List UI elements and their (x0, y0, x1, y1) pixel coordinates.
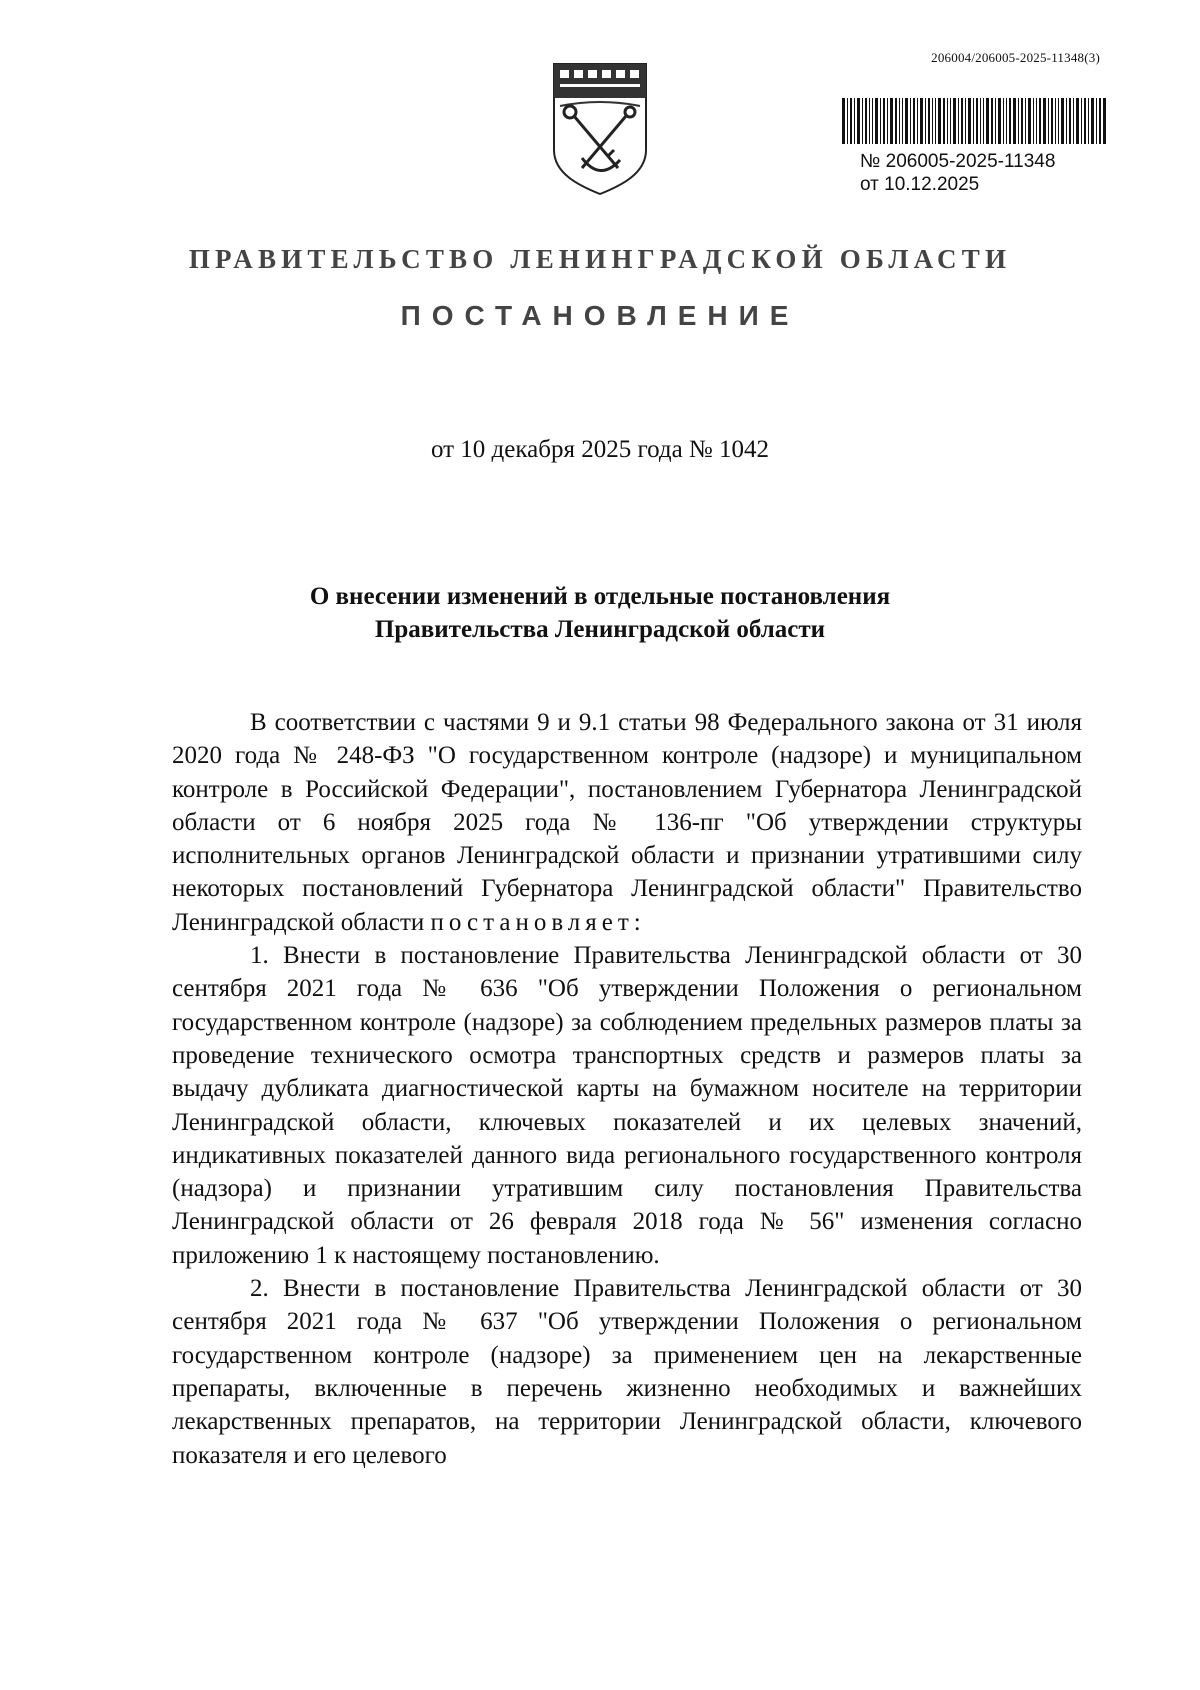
preamble-paragraph (172, 706, 1082, 939)
barcode (842, 98, 1106, 144)
government-title: ПРАВИТЕЛЬСТВО ЛЕНИНГРАДСКОЙ ОБЛАСТИ (188, 244, 1012, 274)
document-type: ПОСТАНОВЛЕНИЕ (400, 300, 800, 331)
registration-number: № 206005-2025-11348 (860, 151, 1056, 172)
registration-block (860, 150, 1055, 196)
resolution-date-number: от 10 декабря 2025 года № 1042 (430, 436, 770, 463)
preamble-text: В соответствии с частями 9 и 9.1 статьи 98 Федерального закона от 31 июля 2020 года № 248-ФЗ "О государственном контроле (надзоре) и муниципальном контроле в Российской Федерации", постановлением Губернатора Ленинградской области от 6 ноября 2025 года № 136-пг "Об утверждении структуры исполнительных органов Ленинградской области и признании утратившими силу некоторых постановлений Губернатора Ленинградской области" Правительство Ленинградской области (172, 709, 1082, 936)
coat-of-arms-emblem (548, 58, 652, 196)
document-id: 206004/206005-2025-11348(3) (931, 50, 1100, 65)
item-1-paragraph: 1. Внести в постановление Правительства Ленинградской области от 30 сентября 2021 года № 636 "Об утверждении Положения о региональном государственном контроле (надзоре) за соблюдением предельных размеров платы за проведение технического осмотра транспортных средств и размеров платы за выдачу дубликата диагностической карты на бумажном носителе на территории Ленинградской области, ключевых показателей и их целевых значений, индикативных показателей данного вида регионального государственного контроля (надзора) и признании утратившим силу постановления Правительства Ленинградской области от 26 февраля 2018 года № 56" изменения согласно приложению 1 к настоящему постановлению. (172, 942, 1082, 1269)
subject-line-1: О внесении изменений в отдельные постановления (309, 583, 891, 610)
subject-line-2: Правительства Ленинградской области (374, 616, 826, 643)
registration-date: от 10.12.2025 (860, 174, 980, 195)
preamble-verb: постановляет: (430, 908, 646, 936)
document-body (172, 706, 1082, 1472)
item-2-paragraph: 2. Внести в постановление Правительства Ленинградской области от 30 сентября 2021 года № 637 "Об утверждении Положения о региональном государственном контроле (надзоре) за применением цен на лекарственные препараты, включенные в перечень жизненно необходимых и важнейших лекарственных препаратов, на территории Ленинградской области, ключевого показателя и его целевого (172, 1275, 1082, 1469)
resolution-subject (0, 580, 1200, 646)
